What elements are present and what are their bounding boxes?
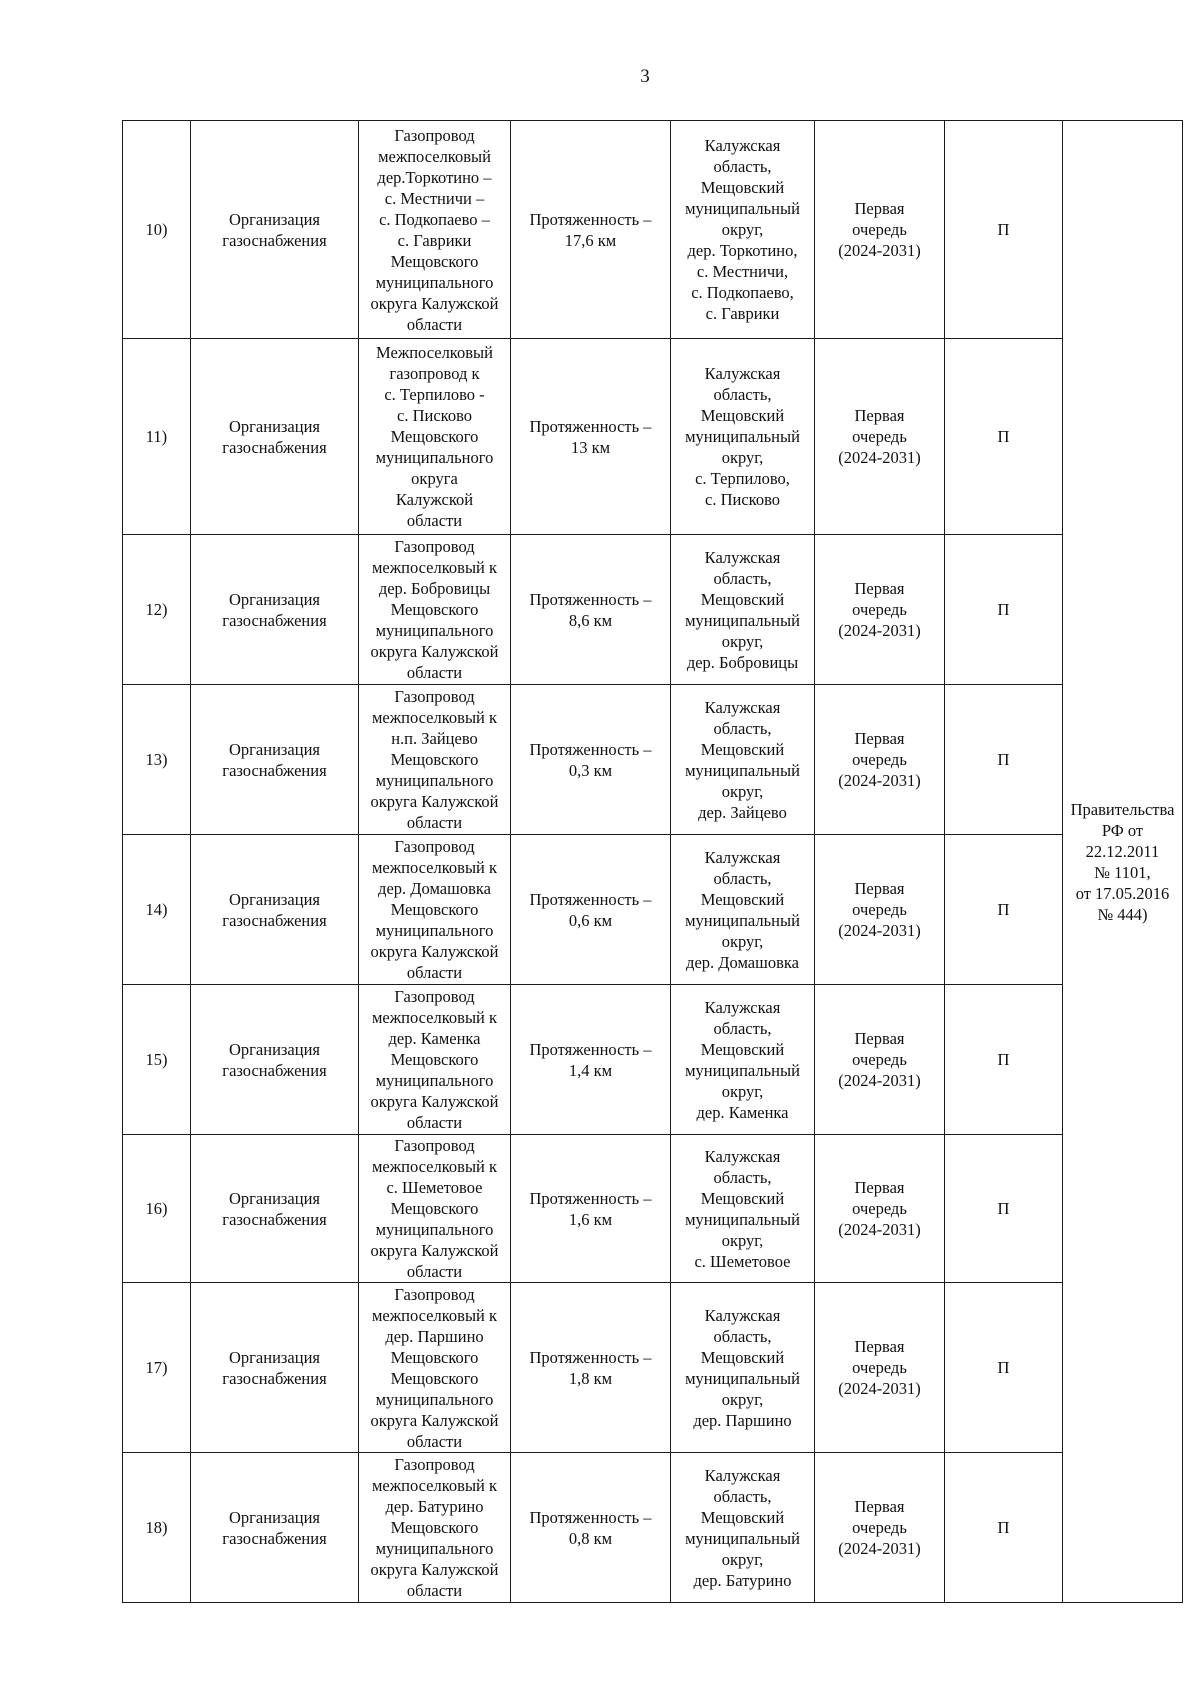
note-cell [1063, 121, 1183, 1603]
object-cell [359, 685, 511, 835]
object-text: Газопровод межпоселковый к дер. Батурино Мещовского муниципального округа Калужской области [370, 1455, 499, 1600]
activity-cell [191, 1453, 359, 1603]
mark-cell: П [945, 685, 1063, 835]
activity-cell [191, 1283, 359, 1453]
object-cell [359, 1283, 511, 1453]
activity-text: Организация газоснабжения [222, 1039, 327, 1080]
length-cell [511, 535, 671, 685]
mark-cell: П [945, 121, 1063, 339]
activity-text: Организация газоснабжения [222, 1188, 327, 1229]
location-text: Калужская область, Мещовский муниципальный округ, дер. Торкотино, с. Местничи, с. Подкопаево, с. Гаврики [685, 136, 800, 323]
row-number: 17) [123, 1283, 191, 1453]
activity-cell [191, 535, 359, 685]
location-cell [671, 1283, 815, 1453]
row-number: 15) [123, 985, 191, 1135]
length-cell [511, 985, 671, 1135]
activity-cell [191, 1135, 359, 1283]
queue-cell [815, 339, 945, 535]
activity-cell [191, 835, 359, 985]
location-cell [671, 535, 815, 685]
location-text: Калужская область, Мещовский муниципальный округ, дер. Домашовка [685, 847, 800, 972]
queue-text: Первая очередь (2024-2031) [838, 1178, 921, 1239]
location-text: Калужская область, Мещовский муниципальный округ, дер. Батурино [685, 1465, 800, 1590]
location-cell [671, 1453, 815, 1603]
object-text: Межпоселковый газопровод к с. Терпилово - с. Писково Мещовского муниципального округа Калужской области [375, 343, 494, 530]
length-text: Протяженность – 1,4 км [529, 1039, 652, 1080]
location-cell [671, 685, 815, 835]
table-row [123, 1135, 1183, 1283]
queue-text: Первая очередь (2024-2031) [838, 729, 921, 790]
queue-text: Первая очередь (2024-2031) [838, 579, 921, 640]
mark-cell: П [945, 1135, 1063, 1283]
location-cell [671, 1135, 815, 1283]
table-row [123, 1283, 1183, 1453]
mark-cell: П [945, 1453, 1063, 1603]
location-text: Калужская область, Мещовский муниципальный округ, с. Терпилово, с. Писково [685, 364, 800, 509]
length-cell [511, 1135, 671, 1283]
object-text: Газопровод межпоселковый к с. Шеметовое Мещовского муниципального округа Калужской области [370, 1136, 499, 1281]
location-text: Калужская область, Мещовский муниципальный округ, дер. Каменка [685, 997, 800, 1122]
mark-cell: П [945, 535, 1063, 685]
queue-cell [815, 835, 945, 985]
object-cell [359, 1135, 511, 1283]
location-text: Калужская область, Мещовский муниципальный округ, дер. Паршино [685, 1305, 800, 1430]
queue-cell [815, 1135, 945, 1283]
planned-objects-table [122, 120, 1183, 1603]
row-number: 11) [123, 339, 191, 535]
queue-text: Первая очередь (2024-2031) [838, 1337, 921, 1398]
length-cell [511, 339, 671, 535]
queue-cell [815, 535, 945, 685]
length-text: Протяженность – 0,3 км [529, 739, 652, 780]
location-cell [671, 835, 815, 985]
length-cell [511, 1283, 671, 1453]
activity-text: Организация газоснабжения [222, 1507, 327, 1548]
row-number: 16) [123, 1135, 191, 1283]
object-cell [359, 121, 511, 339]
table-row [123, 535, 1183, 685]
queue-cell [815, 121, 945, 339]
queue-cell [815, 1453, 945, 1603]
queue-cell [815, 685, 945, 835]
length-cell [511, 121, 671, 339]
length-text: Протяженность – 8,6 км [529, 589, 652, 630]
object-text: Газопровод межпоселковый к дер. Каменка Мещовского муниципального округа Калужской области [370, 987, 499, 1132]
location-cell [671, 121, 815, 339]
queue-text: Первая очередь (2024-2031) [838, 879, 921, 940]
queue-text: Первая очередь (2024-2031) [838, 1497, 921, 1558]
page-number: 3 [640, 66, 650, 87]
table-row [123, 1453, 1183, 1603]
length-text: Протяженность – 17,6 км [529, 209, 652, 250]
object-text: Газопровод межпоселковый к дер. Бобровицы Мещовского муниципального округа Калужской области [370, 537, 499, 682]
row-number: 13) [123, 685, 191, 835]
mark-cell: П [945, 339, 1063, 535]
activity-cell [191, 685, 359, 835]
queue-text: Первая очередь (2024-2031) [838, 199, 921, 260]
row-number: 18) [123, 1453, 191, 1603]
table-row [123, 685, 1183, 835]
table-row [123, 121, 1183, 339]
queue-cell [815, 985, 945, 1135]
activity-text: Организация газоснабжения [222, 739, 327, 780]
row-number: 12) [123, 535, 191, 685]
length-cell [511, 685, 671, 835]
location-cell [671, 339, 815, 535]
activity-text: Организация газоснабжения [222, 209, 327, 250]
queue-text: Первая очередь (2024-2031) [838, 1029, 921, 1090]
length-cell [511, 835, 671, 985]
mark-cell: П [945, 1283, 1063, 1453]
location-text: Калужская область, Мещовский муниципальный округ, с. Шеметовое [685, 1146, 800, 1271]
activity-cell [191, 121, 359, 339]
object-cell [359, 835, 511, 985]
length-text: Протяженность – 13 км [529, 416, 652, 457]
note-text: Правительства РФ от 22.12.2011 № 1101, от 17.05.2016 № 444) [1070, 799, 1175, 924]
activity-text: Организация газоснабжения [222, 889, 327, 930]
length-text: Протяженность – 1,6 км [529, 1188, 652, 1229]
length-text: Протяженность – 0,6 км [529, 889, 652, 930]
object-cell [359, 339, 511, 535]
table-row [123, 339, 1183, 535]
object-text: Газопровод межпоселковый к дер. Домашовка Мещовского муниципального округа Калужской области [370, 837, 499, 982]
row-number: 14) [123, 835, 191, 985]
location-text: Калужская область, Мещовский муниципальный округ, дер. Зайцево [685, 697, 800, 822]
activity-cell [191, 339, 359, 535]
row-number: 10) [123, 121, 191, 339]
object-cell [359, 985, 511, 1135]
length-text: Протяженность – 0,8 км [529, 1507, 652, 1548]
mark-cell: П [945, 835, 1063, 985]
activity-cell [191, 985, 359, 1135]
length-cell [511, 1453, 671, 1603]
object-text: Газопровод межпоселковый к дер. Паршино Мещовского Мещовского муниципального округа Калужской области [370, 1284, 499, 1451]
activity-text: Организация газоснабжения [222, 589, 327, 630]
activity-text: Организация газоснабжения [222, 416, 327, 457]
queue-text: Первая очередь (2024-2031) [838, 406, 921, 467]
object-text: Газопровод межпоселковый к н.п. Зайцево Мещовского муниципального округа Калужской области [370, 687, 499, 832]
mark-cell: П [945, 985, 1063, 1135]
location-text: Калужская область, Мещовский муниципальный округ, дер. Бобровицы [685, 547, 800, 672]
queue-cell [815, 1283, 945, 1453]
object-text: Газопровод межпоселковый дер.Торкотино – с. Местничи – с. Подкопаево – с. Гаврики Мещовского муниципального округа Калужской области [370, 125, 499, 334]
activity-text: Организация газоснабжения [222, 1347, 327, 1388]
location-cell [671, 985, 815, 1135]
table-row [123, 835, 1183, 985]
table-row [123, 985, 1183, 1135]
object-cell [359, 535, 511, 685]
length-text: Протяженность – 1,8 км [529, 1347, 652, 1388]
object-cell [359, 1453, 511, 1603]
